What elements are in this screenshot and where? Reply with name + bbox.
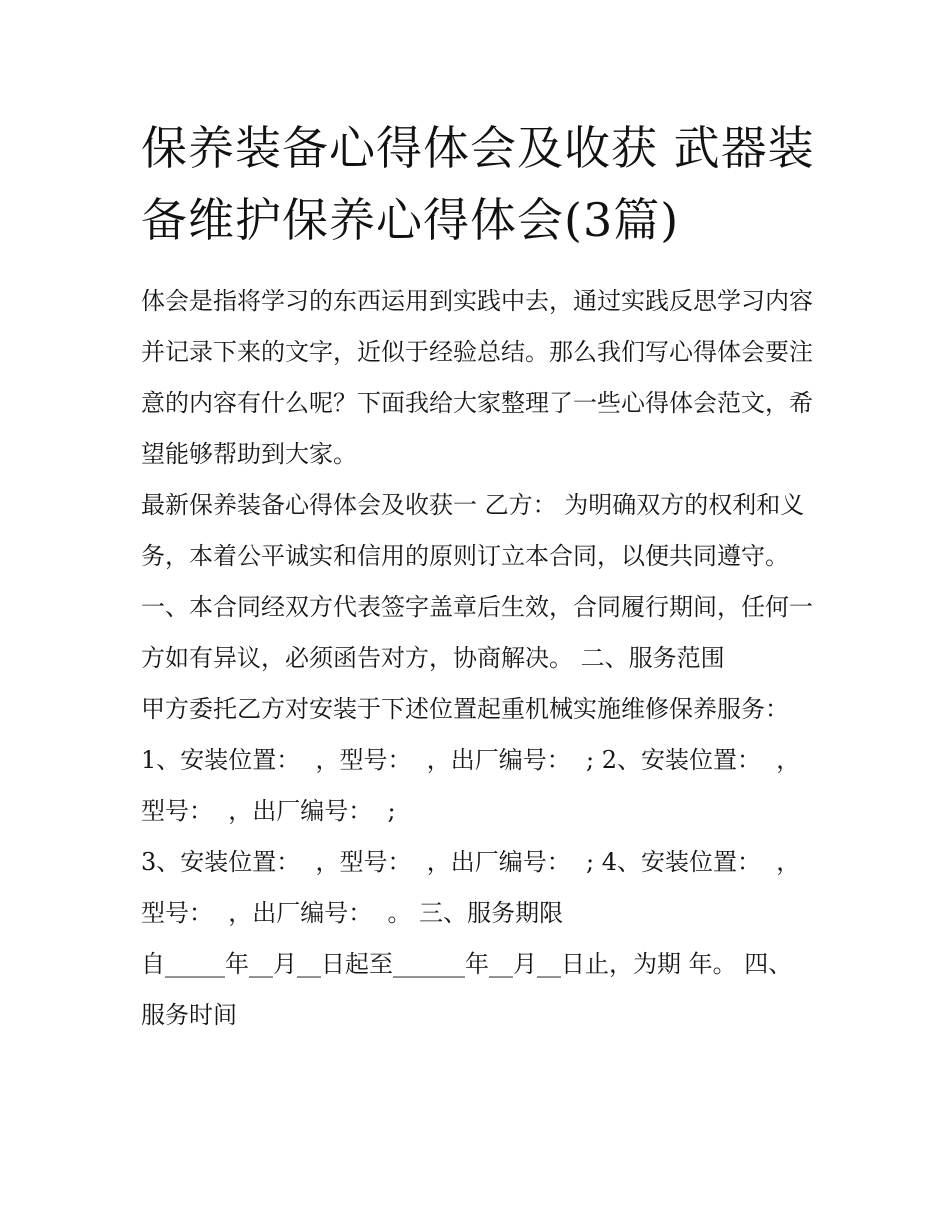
paragraph-service-period: 自_____年__月__日起至______年__月__日止，为期 年。 四、服务时间 xyxy=(141,950,793,1029)
paragraph-intro: 体会是指将学习的东西运用到实践中去，通过实践反思学习内容并记录下来的文字，近似于经验总结。那么我们写心得体会要注意的内容有什么呢？下面我给大家整理了一些心得体会范文，希望能够帮助到大家。 xyxy=(141,287,813,468)
paragraph-location-3-4: 3、安装位置： ，型号： ，出厂编号： ; 4、安装位置： ，型号： ，出厂编号： 。 三、服务期限 xyxy=(141,848,801,927)
document-body xyxy=(141,276,813,1041)
paragraph-clause-one: 一、本合同经双方代表签字盖章后生效，合同履行期间，任何一方如有异议，必须函告对方，协商解决。 二、服务范围 xyxy=(141,593,813,672)
paragraph-service-scope: 甲方委托乙方对安装于下述位置起重机械实施维修保养服务： xyxy=(141,695,789,723)
paragraph-contract-preamble: 最新保养装备心得体会及收获一 乙方： 为明确双方的权利和义务，本着公平诚实和信用的原则订立本合同，以便共同遵守。 xyxy=(141,491,805,570)
paragraph-location-1-2: 1、安装位置： ，型号： ，出厂编号： ; 2、安装位置： ，型号： ，出厂编号： ; xyxy=(141,746,801,825)
document-title: 保养装备心得体会及收获 武器装备维护保养心得体会(3篇) xyxy=(141,121,815,247)
